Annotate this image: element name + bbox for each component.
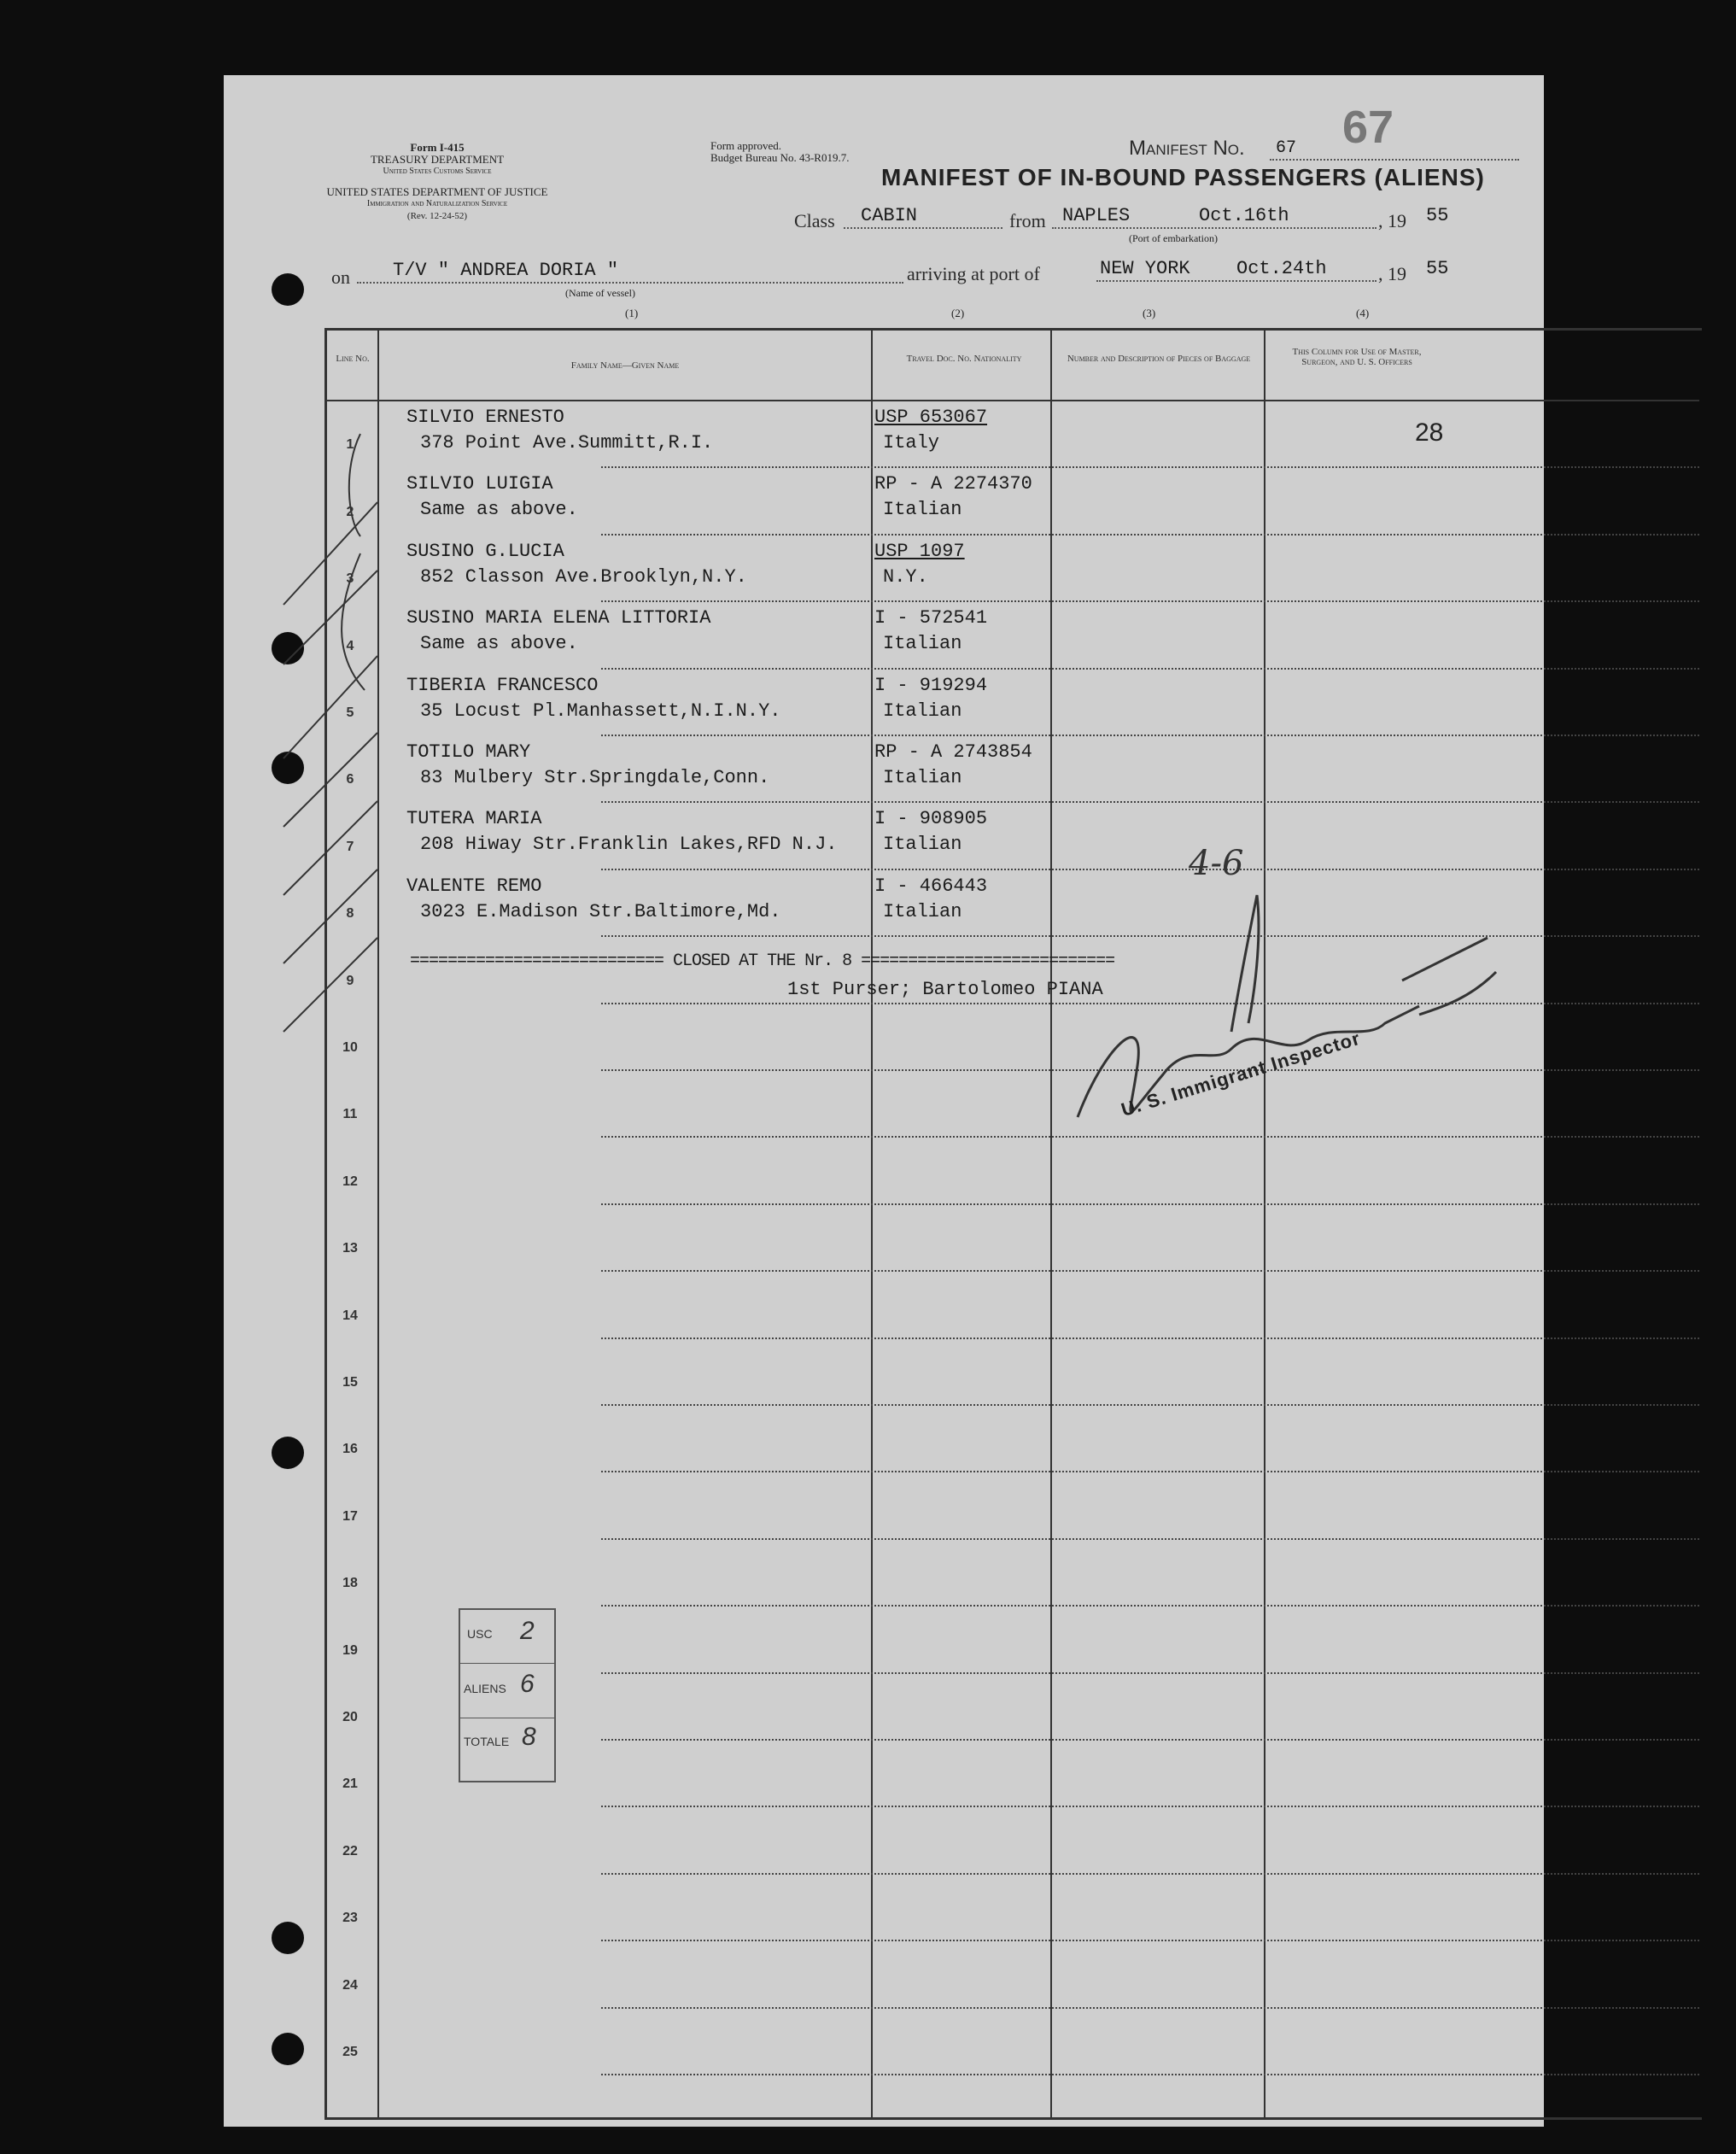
col-num-3: (3) [1143,307,1156,319]
travel-doc-number: I - 572541 [874,607,988,629]
class-line [844,227,1002,229]
nationality: N.Y. [883,565,928,588]
punch-hole [272,1437,304,1469]
row-rule [601,466,1699,468]
passenger-address: 852 Classon Ave.Brooklyn,N.Y. [420,565,747,588]
bracket-marks [266,400,377,1049]
header-officers: This Column for Use of Master, Surgeon, and U. S. Officers [1292,347,1422,367]
line-number: 21 [342,1776,358,1792]
passenger-address: Same as above. [420,633,578,655]
nationality: Italian [883,499,962,521]
header-baggage: Number and Description of Pieces of Baggage [1067,354,1251,364]
tally-total-label: TOTALE [464,1735,510,1748]
ins-service: Immigration and Naturalization Service [366,199,508,208]
officer-count: 28 [1415,419,1444,447]
from-port: NAPLES [1062,205,1131,226]
punch-hole [272,2033,304,2065]
line-number: 24 [342,1977,358,1993]
row-rule [601,2007,1699,2009]
vessel-line [357,282,903,284]
header-line-no: Line No. [336,354,370,364]
passenger-address: 83 Mulbery Str.Springdale,Conn. [420,767,770,788]
justice-dept: UNITED STATES DEPARTMENT OF JUSTICE [326,185,548,198]
header-name: Family Name—Given Name [570,360,680,371]
line-number: 1 [346,437,354,453]
arriving-date: Oct.24th [1236,258,1327,279]
passenger-name: TOTILO MARY [406,741,531,763]
form-approved: Form approved. [710,139,782,152]
passenger-name: SILVIO LUIGIA [406,473,553,495]
line-number: 2 [346,504,354,519]
travel-doc-number: I - 908905 [874,808,988,830]
punch-hole [272,273,304,306]
form-header-left [335,142,540,178]
line-number: 8 [346,906,354,922]
table-header-rule [324,400,1699,401]
col-divider-name [871,328,873,2117]
line-number: 6 [346,772,354,787]
nationality: Italy [883,432,940,454]
travel-doc-number: USP 653067 [874,407,988,428]
tally-aliens-label: ALIENS [464,1682,506,1695]
travel-doc-number: USP 1097 [874,540,965,562]
tally-aliens-value: 6 [520,1670,535,1698]
passenger-name: VALENTE REMO [406,875,542,897]
row-rule [601,2074,1699,2075]
line-number: 16 [342,1442,358,1457]
travel-doc-number: I - 466443 [874,875,988,897]
line-number: 14 [342,1308,358,1323]
row-rule [601,1739,1699,1741]
passenger-name: TUTERA MARIA [406,808,542,830]
vessel-note: (Name of vessel) [565,287,635,299]
row-rule [601,1270,1699,1272]
passenger-address: 378 Point Ave.Summitt,R.I. [420,432,714,454]
col-divider-doc [1050,328,1052,2117]
punch-hole [272,1922,304,1954]
vessel-name: T/V " ANDREA DORIA " [393,260,619,281]
justice-block [326,186,548,222]
closed-line: =========================== CLOSED AT THE Nr. 8 =========================== [410,951,1115,971]
line-number: 20 [342,1710,358,1724]
nationality: Italian [883,633,962,655]
treasury-dept: TREASURY DEPARTMENT [370,153,505,166]
passenger-address: 3023 E.Madison Str.Baltimore,Md. [420,900,781,922]
from-date: Oct.16th [1199,205,1289,226]
travel-doc-number: RP - A 2274370 [874,473,1032,495]
page-title: MANIFEST OF IN-BOUND PASSENGERS (ALIENS) [881,164,1485,190]
line-number: 7 [346,839,354,854]
header-travel-doc: Travel Doc. No. Nationality [906,354,1022,364]
line-number: 3 [346,571,354,587]
from-line [1052,227,1377,229]
form-number: Form I-415 [410,141,465,154]
arriving-port: NEW YORK [1100,258,1190,279]
col-divider-line [377,328,379,2117]
line-number: 19 [342,1642,358,1658]
row-rule [601,1873,1699,1875]
manifest-table [324,328,1702,2120]
passenger-name: SUSINO MARIA ELENA LITTORIA [406,607,711,629]
line-number: 15 [342,1375,358,1390]
row-rule [601,534,1699,536]
passenger-address: 208 Hiway Str.Franklin Lakes,RFD N.J. [420,834,838,856]
row-rule [601,668,1699,670]
col-num-4: (4) [1356,307,1370,319]
tally-usc-label: USC [467,1627,493,1641]
passenger-name: SUSINO G.LUCIA [406,540,564,562]
col-divider-baggage [1264,328,1265,2117]
line-number: 4 [346,638,354,653]
purser-line: 1st Purser; Bartolomeo PIANA [787,979,1103,1000]
line-number: 22 [342,1843,358,1858]
port-embarkation-note: (Port of embarkation) [1129,232,1218,244]
row-rule [601,1538,1699,1540]
manifest-stamp: 67 [1342,102,1394,153]
manifest-no-label: Manifest No. [1129,137,1245,160]
line-number: 25 [342,2045,358,2059]
row-rule [601,1203,1699,1205]
line-number: 9 [346,973,354,988]
inspector-signature [1043,878,1522,1151]
row-rule [601,1806,1699,1807]
tally-total-value: 8 [522,1723,536,1751]
from-label: from [1009,210,1046,231]
arriving-line [1096,280,1377,282]
line-number: 23 [342,1911,358,1926]
line-number: 11 [342,1107,358,1122]
line-number: 10 [342,1040,358,1055]
passenger-address: Same as above. [420,499,578,521]
year-prefix-2: , 19 [1378,263,1406,284]
row-rule [601,1940,1699,1941]
nationality: Italian [883,834,962,856]
nationality: Italian [883,900,962,922]
row-rule [601,869,1699,870]
baggage-note: 4-6 [1189,844,1244,883]
year-1: 55 [1426,205,1449,226]
passenger-address: 35 Locust Pl.Manhassett,N.I.N.Y. [420,699,781,722]
revision: (Rev. 12-24-52) [406,211,468,221]
customs-service: United States Customs Service [383,167,492,176]
nationality: Italian [883,699,962,722]
tally-usc-value: 2 [520,1617,535,1645]
col-num-2: (2) [951,307,965,319]
line-number: 5 [346,705,354,720]
line-number: 13 [342,1241,358,1256]
nationality: Italian [883,767,962,788]
row-rule [601,1672,1699,1674]
row-rule [601,1337,1699,1339]
row-rule [601,801,1699,803]
manifest-no-value: 67 [1276,138,1297,158]
row-rule [601,1605,1699,1607]
class-label: Class [794,210,835,231]
line-number: 17 [342,1508,358,1524]
class-value: CABIN [861,205,918,226]
travel-doc-number: I - 919294 [874,674,988,696]
row-rule [601,1404,1699,1406]
col-num-1: (1) [625,307,639,319]
inspector-stamp: U. S. Immigrant Inspector [1119,1027,1364,1121]
year-prefix-1: , 19 [1378,210,1406,231]
manifest-page [224,75,1544,2127]
year-2: 55 [1426,258,1449,279]
arriving-label: arriving at port of [907,263,1040,284]
tally-box [459,1608,556,1782]
row-rule [601,600,1699,602]
passenger-name: SILVIO ERNESTO [406,407,564,428]
passenger-name: TIBERIA FRANCESCO [406,674,599,696]
line-number: 18 [342,1576,358,1591]
row-rule [601,735,1699,736]
on-label: on [331,266,350,288]
approval-block [710,140,849,164]
manifest-no-line [1270,159,1519,161]
travel-doc-number: RP - A 2743854 [874,741,1032,763]
row-rule [601,1471,1699,1472]
budget-bureau: Budget Bureau No. 43-R019.7. [710,151,850,164]
line-number: 12 [342,1174,358,1189]
